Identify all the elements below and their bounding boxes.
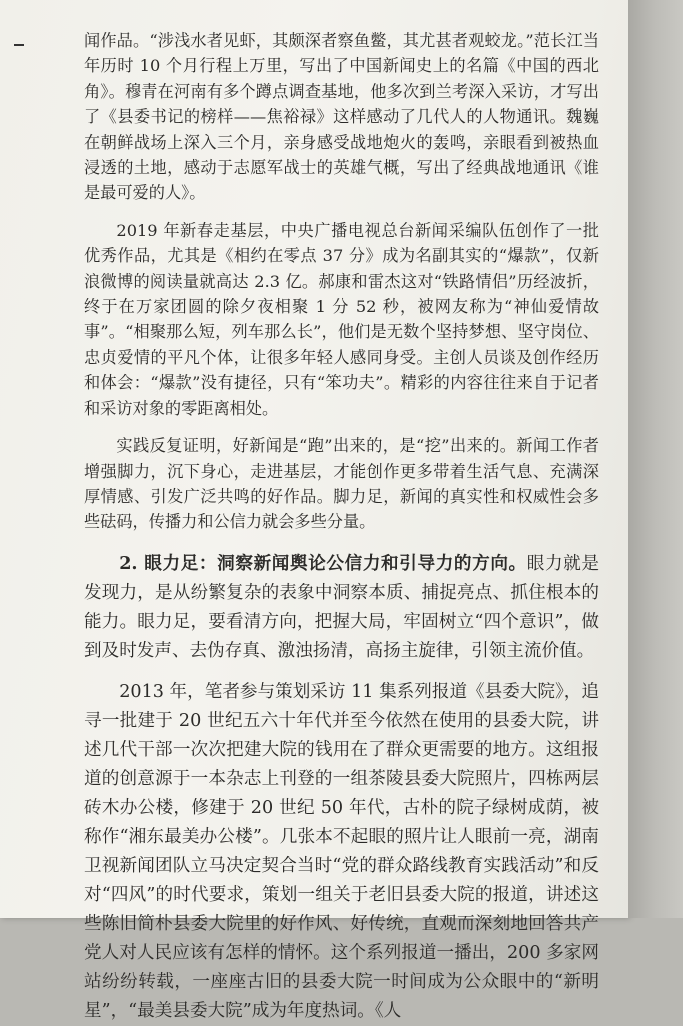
section-heading-yanli: 2. 眼力足：洞察新闻舆论公信力和引导力的方向。	[119, 552, 527, 574]
page-edge-shadow	[628, 0, 683, 918]
page-text-body	[84, 28, 599, 1026]
paragraph-xinchun-zoujiceng: 2019 年新春走基层，中央广播电视总台新闻采编队伍创作了一批优秀作品，尤其是《相约在零点 37 分》成为名副其实的“爆款”，仅新浪微博的阅读量就高达 2.3 亿。郝康和雷杰这对“铁路情侣”历经波折，终于在万家团圆的除夕夜相聚 1 分 52 秒，被网友称为“神仙爱情故事”。“相聚那么短，列车那么长”，他们是无数个坚持梦想、坚守岗位、忠贞爱情的平凡个体，让很多年轻人感同身受。主创人员谈及创作经历和体会：“爆款”没有捷径，只有“笨功夫”。精彩的内容往往来自于记者和采访对象的零距离相处。	[84, 220, 599, 418]
paragraph-yanli-body: 眼力就是发现力，是从纷繁复杂的表象中洞察本质、捕捉亮点、抓住根本的能力。眼力足，要看清方向，把握大局，牢固树立“四个意识”，做到及时发声、去伪存真、激浊扬清，高扬主旋律，引领主流价值。	[84, 553, 599, 661]
lower-section	[84, 549, 599, 1026]
page-margin-mark	[14, 44, 24, 46]
paragraph-xianwei-dayuan: 2013 年，笔者参与策划采访 11 集系列报道《县委大院》，追寻一批建于 20 世纪五六十年代并至今依然在使用的县委大院，讲述几代干部一次次把建大院的钱用在了群众更需要的地方。这组报道的创意源于一本杂志上刊登的一组茶陵县委大院照片，四栋两层砖木办公楼，修建于 20 世纪 50 年代，古朴的院子绿树成荫，被称作“湘东最美办公楼”。几张本不起眼的照片让人眼前一亮，湖南卫视新闻团队立马决定契合当时“党的群众路线教育实践活动”和反对“四风”的时代要求，策划一组关于老旧县委大院的报道，讲述这些陈旧简朴县委大院里的好作风、好传统，直观而深刻地回答共产党人对人民应该有怎样的情怀。这个系列报道一播出，200 多家网站纷纷转载，一座座古旧的县委大院一时间成为公众眼中的“新明星”，“最美县委大院”成为年度热词。《人	[84, 681, 599, 1021]
paragraph-yanli-zu	[84, 549, 599, 666]
paragraph-xinwen-zuopin: 闻作品。“涉浅水者见虾，其颇深者察鱼鳖，其尤甚者观蛟龙。”范长江当年历时 10 个月行程上万里，写出了中国新闻史上的名篇《中国的西北角》。穆青在河南有多个蹲点调查基地，他多次到兰考深入采访，才写出了《县委书记的榜样——焦裕禄》这样感动了几代人的人物通讯。魏巍在朝鲜战场上深入三个月，亲身感受战地炮火的轰鸣，亲眼看到被热血浸透的土地，感动于志愿军战士的英雄气概，写出了经典战地通讯《谁是最可爱的人》。	[84, 31, 599, 203]
paragraph-shijian-zhengming: 实践反复证明，好新闻是“跑”出来的，是“挖”出来的。新闻工作者增强脚力，沉下身心，走进基层，才能创作更多带着生活气息、充满深厚情感、引发广泛共鸣的好作品。脚力足，新闻的真实性和权威性会多些砝码，传播力和公信力就会多些分量。	[84, 436, 599, 532]
